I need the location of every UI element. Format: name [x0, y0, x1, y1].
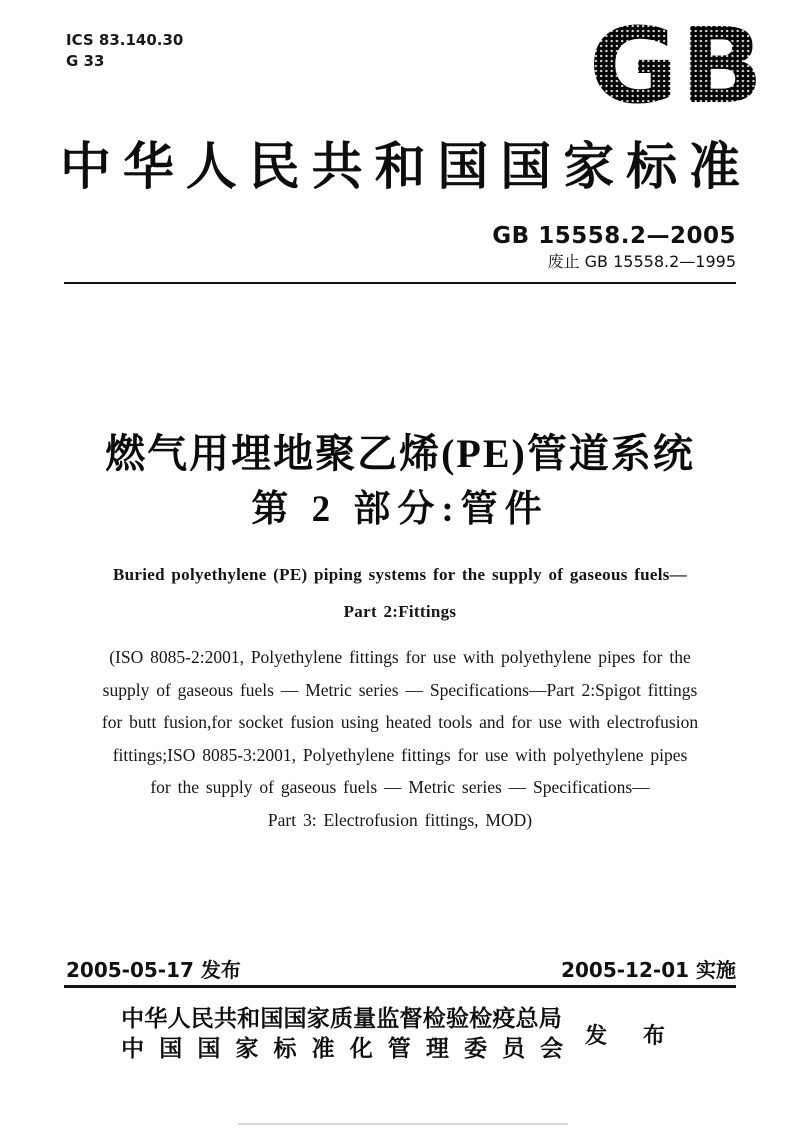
issue-date: 2005-05-17 发布 — [66, 958, 241, 982]
title-english-line1: Buried polyethylene (PE) piping systems for the supply of gaseous fuels— — [113, 565, 687, 584]
standard-number: GB 15558.2—2005 — [492, 223, 736, 249]
title-english-block — [0, 556, 800, 630]
issuer-aqsiq: 中华人民共和国国家质量监督检验检疫总局 — [121, 1006, 562, 1032]
title-chinese-line2: 第 2 部分:管件 — [251, 489, 549, 530]
iso-reference-line: Part 3: Electrofusion fittings, MOD) — [267, 809, 533, 830]
publish-label: 发 布 — [585, 1023, 679, 1049]
implementation-date: 2005-12-01 实施 — [561, 958, 736, 982]
ics-code: ICS 83.140.30 — [66, 31, 184, 49]
scan-artifact-line — [238, 1123, 568, 1125]
ics-classification-block — [66, 30, 183, 72]
iso-reference-line: for butt fusion,for socket fusion using heated tools and for use with electrofusion — [101, 712, 699, 732]
national-standard-header: 中华人民共和国国家标准 — [60, 140, 740, 196]
issuer-sac: 中国国家标准化管理委员会 — [121, 1036, 564, 1062]
gb-logo: GB — [588, 5, 766, 127]
doc-class-code: G 33 — [66, 52, 105, 70]
iso-reference-line: for the supply of gaseous fuels — Metric series — Specifications— — [150, 777, 650, 797]
title-english-line2: Part 2:Fittings — [343, 602, 457, 621]
iso-reference-paragraph — [40, 641, 760, 836]
iso-reference-line: (ISO 8085-2:2001, Polyethylene fittings for use with polyethylene pipes for the — [109, 647, 691, 667]
main-title-block — [0, 430, 800, 532]
superseded-standard-note: 废止 GB 15558.2—1995 — [547, 252, 736, 271]
title-chinese-line1: 燃气用埋地聚乙烯(PE)管道系统 — [105, 431, 695, 476]
issuer-names — [121, 1004, 563, 1064]
standard-number-block — [492, 222, 736, 272]
dates-row — [66, 954, 736, 983]
header-divider-line — [64, 282, 736, 284]
iso-reference-line: fittings;ISO 8085-3:2001, Polyethylene fittings for use with polyethylene pipes — [112, 744, 688, 765]
iso-reference-line: supply of gaseous fuels — Metric series — Specifications—Part 2:Spigot fittings — [102, 679, 698, 700]
footer-divider-line — [64, 985, 736, 988]
issuer-block — [0, 1004, 800, 1064]
